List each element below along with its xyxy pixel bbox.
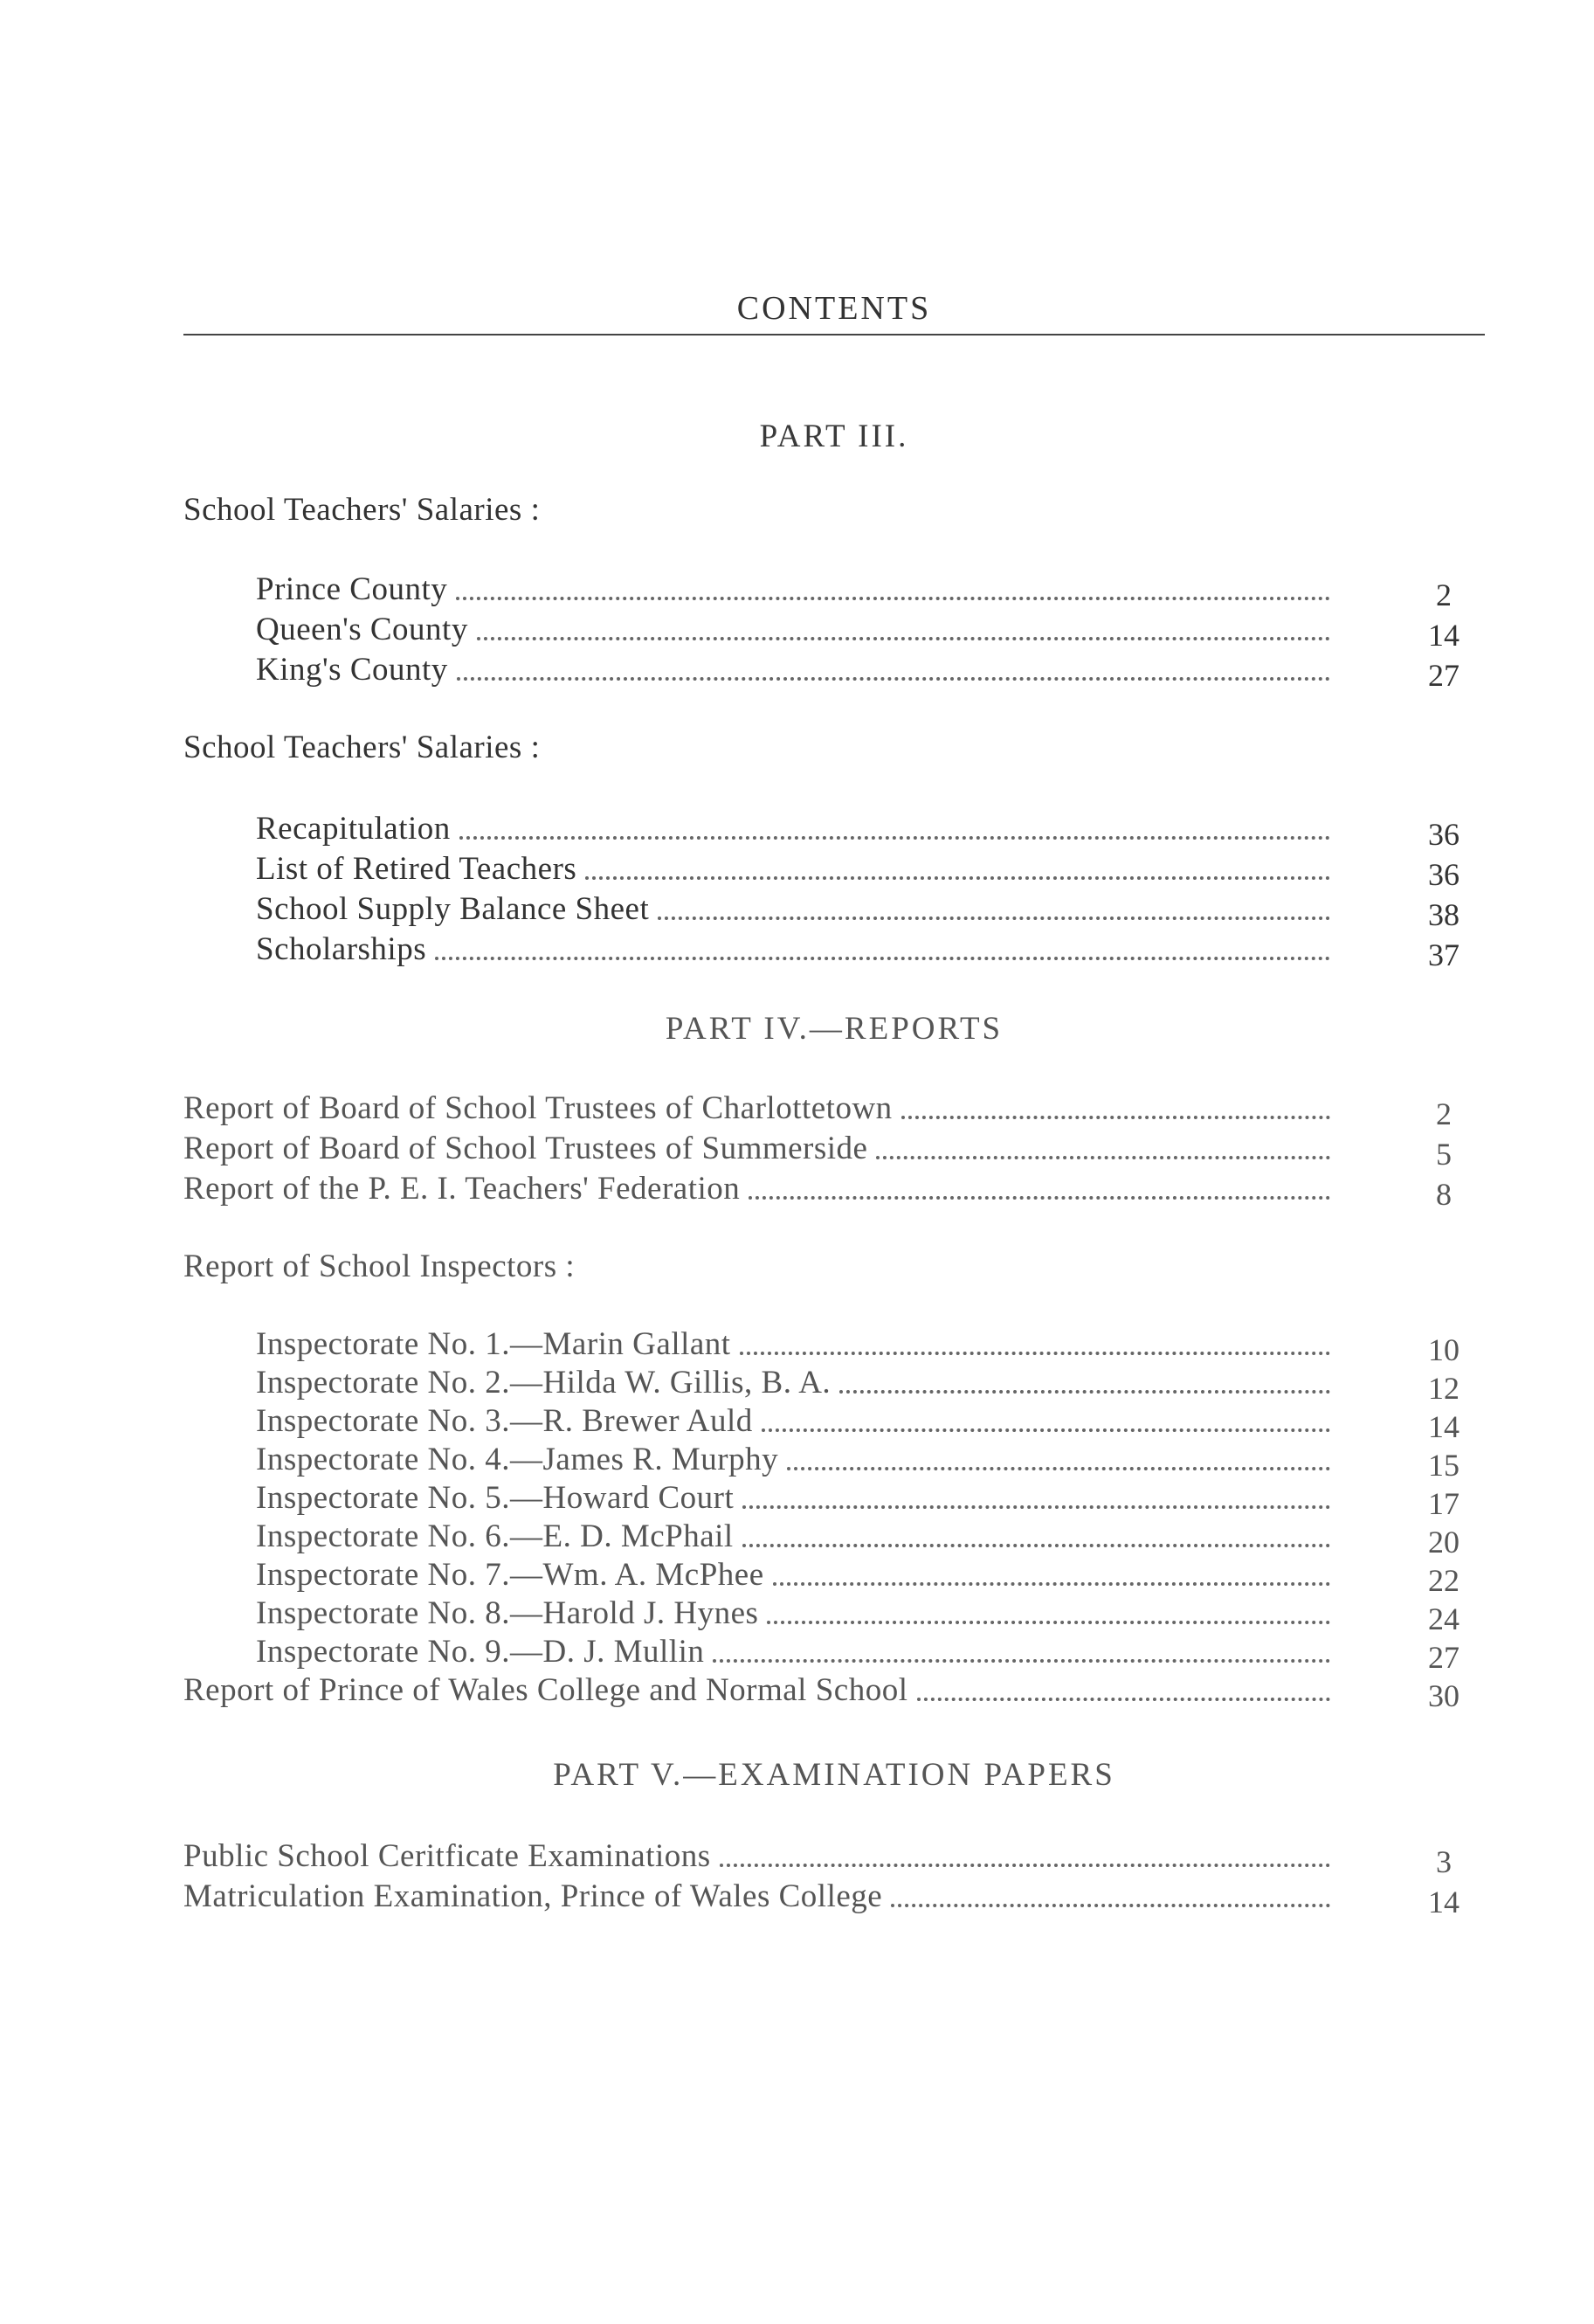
- toc-entry: [256, 1438, 1459, 1483]
- entry-label: Public School Ceritficate Examinations: [183, 1838, 711, 1874]
- entry-label: List of Retired Teachers: [256, 851, 577, 887]
- entry-label: King's County: [256, 652, 448, 688]
- dot-leader: [762, 1428, 1330, 1432]
- entry-page: 30: [1428, 1678, 1459, 1713]
- toc-entry: [183, 1087, 1452, 1131]
- dot-leader: [658, 916, 1330, 920]
- dot-leader: [740, 1352, 1330, 1355]
- toc-entry: [183, 1669, 1459, 1713]
- entry-label: School Supply Balance Sheet: [256, 891, 650, 927]
- entry-label: Inspectorate No. 4.—James R. Murphy: [256, 1442, 779, 1477]
- dot-leader: [585, 876, 1330, 880]
- group-label-salaries-2: School Teachers' Salaries :: [183, 730, 541, 765]
- toc-entry: [256, 1477, 1459, 1521]
- entry-page: 27: [1428, 658, 1459, 693]
- entry-label: Report of Prince of Wales College and Normal School: [183, 1672, 908, 1708]
- toc-entry: [256, 1400, 1459, 1444]
- entry-page: 36: [1428, 857, 1459, 892]
- toc-entry: [183, 1167, 1452, 1212]
- part-5-heading: PART V.—EXAMINATION PAPERS: [553, 1757, 1115, 1793]
- entry-page: 24: [1428, 1601, 1459, 1636]
- entry-page: 37: [1428, 937, 1459, 972]
- dot-leader: [749, 1196, 1330, 1200]
- dot-leader: [459, 836, 1330, 840]
- toc-entry: [256, 928, 1459, 972]
- entry-label: Prince County: [256, 571, 448, 607]
- dot-leader: [876, 1156, 1330, 1159]
- entry-label: Inspectorate No. 5.—Howard Court: [256, 1480, 735, 1516]
- toc-entry: [256, 888, 1459, 932]
- header-rule: [183, 334, 1485, 335]
- entry-label: Inspectorate No. 2.—Hilda W. Gillis, B. A.: [256, 1365, 832, 1401]
- entry-page: 12: [1428, 1371, 1459, 1406]
- dot-leader: [742, 1505, 1330, 1509]
- toc-entry: [256, 1361, 1459, 1406]
- entry-page: 14: [1428, 1409, 1459, 1444]
- entry-page: 2: [1436, 1096, 1452, 1131]
- entry-page: 14: [1428, 618, 1459, 653]
- dot-leader: [435, 957, 1330, 960]
- dot-leader: [720, 1864, 1330, 1867]
- toc-entry: [256, 1515, 1459, 1560]
- toc-entry: [183, 1875, 1459, 1919]
- entry-label: Inspectorate No. 8.—Harold J. Hynes: [256, 1595, 759, 1631]
- dot-leader: [742, 1544, 1330, 1547]
- entry-page: 20: [1428, 1525, 1459, 1560]
- contents-header: [183, 288, 1485, 335]
- entry-page: 22: [1428, 1563, 1459, 1598]
- dot-leader: [457, 677, 1330, 681]
- toc-entry: [256, 1630, 1459, 1675]
- part-3-heading: PART III.: [759, 418, 909, 454]
- entry-label: Report of the P. E. I. Teachers' Federation: [183, 1171, 741, 1207]
- toc-entry: [183, 1127, 1452, 1172]
- dot-leader: [713, 1659, 1330, 1663]
- dot-leader: [773, 1582, 1330, 1586]
- entry-label: Recapitulation: [256, 811, 451, 847]
- toc-entry: [256, 1592, 1459, 1636]
- dot-leader: [477, 637, 1330, 640]
- entry-label: Scholarships: [256, 931, 427, 967]
- entry-page: 3: [1436, 1844, 1452, 1879]
- entry-page: 38: [1428, 897, 1459, 932]
- dot-leader: [456, 597, 1330, 600]
- part-4-heading: PART IV.—REPORTS: [665, 1011, 1004, 1047]
- entry-page: 36: [1428, 817, 1459, 852]
- toc-entry: [256, 1553, 1459, 1598]
- dot-leader: [901, 1116, 1330, 1119]
- entry-label: Inspectorate No. 6.—E. D. McPhail: [256, 1518, 734, 1554]
- toc-entry: [256, 847, 1459, 892]
- entry-label: Inspectorate No. 9.—D. J. Mullin: [256, 1634, 705, 1670]
- toc-entry: [256, 568, 1452, 612]
- contents-title: CONTENTS: [736, 290, 932, 327]
- dot-leader: [767, 1621, 1330, 1624]
- entry-page: 5: [1436, 1137, 1452, 1172]
- group-label-inspectors: Report of School Inspectors :: [183, 1248, 576, 1284]
- entry-label: Queen's County: [256, 612, 468, 647]
- toc-entry: [256, 807, 1459, 852]
- toc-entry: [183, 1835, 1452, 1879]
- entry-page: 15: [1428, 1448, 1459, 1483]
- entry-label: Report of Board of School Trustees of Charlottetown: [183, 1090, 893, 1126]
- toc-entry: [256, 608, 1459, 653]
- entry-page: 14: [1428, 1885, 1459, 1919]
- entry-label: Report of Board of School Trustees of Summerside: [183, 1131, 868, 1166]
- entry-label: Inspectorate No. 3.—R. Brewer Auld: [256, 1403, 753, 1439]
- toc-entry: [256, 1323, 1459, 1367]
- toc-entry: [256, 648, 1459, 693]
- dot-leader: [787, 1467, 1330, 1470]
- entry-label: Inspectorate No. 1.—Marin Gallant: [256, 1326, 731, 1362]
- dot-leader: [917, 1698, 1331, 1701]
- entry-page: 10: [1428, 1332, 1459, 1367]
- entry-label: Inspectorate No. 7.—Wm. A. McPhee: [256, 1557, 764, 1593]
- entry-page: 27: [1428, 1640, 1459, 1675]
- entry-page: 8: [1436, 1177, 1452, 1212]
- entry-page: 2: [1436, 578, 1452, 612]
- dot-leader: [839, 1390, 1330, 1394]
- entry-page: 17: [1428, 1486, 1459, 1521]
- entry-label: Matriculation Examination, Prince of Wales College: [183, 1878, 883, 1914]
- group-label-salaries: School Teachers' Salaries :: [183, 492, 541, 528]
- dot-leader: [891, 1904, 1330, 1907]
